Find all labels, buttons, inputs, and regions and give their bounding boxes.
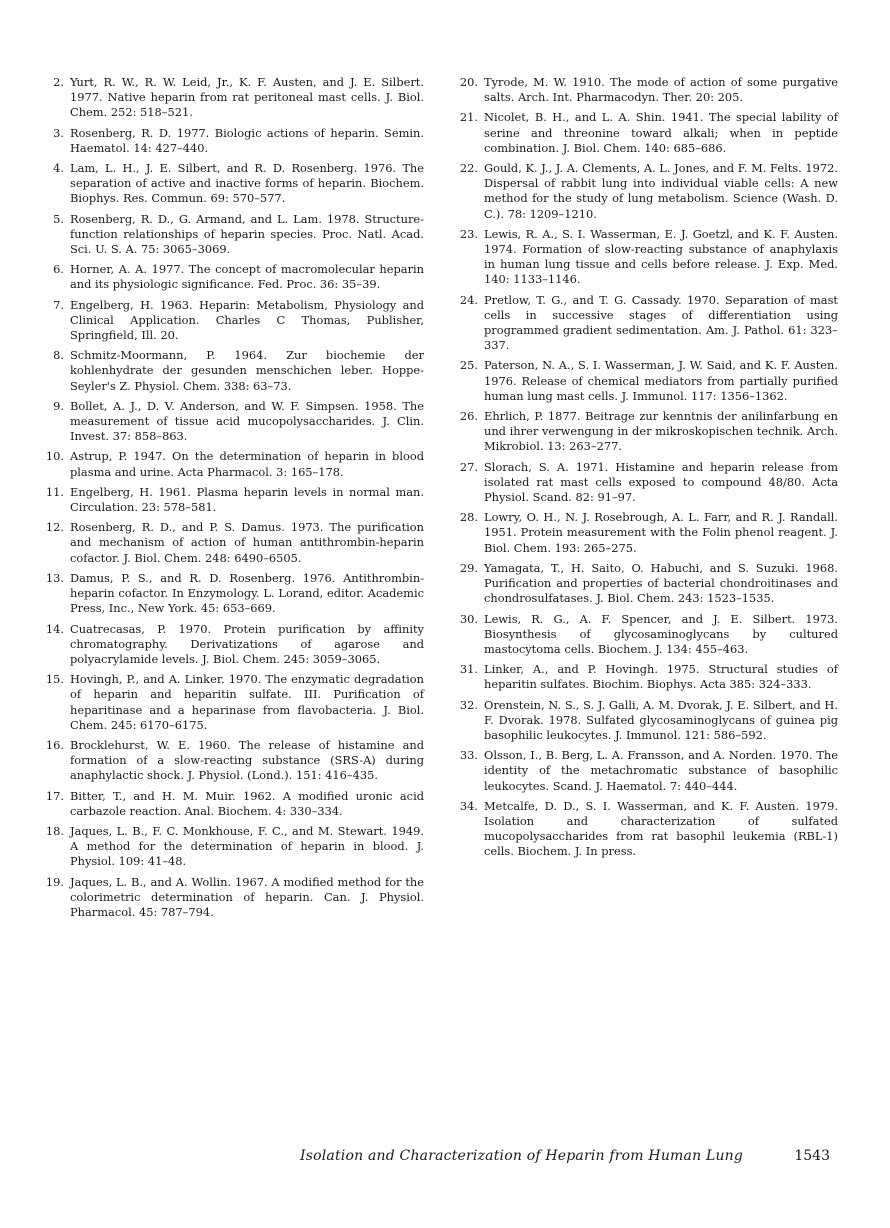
reference-number: 31.	[459, 662, 478, 677]
reference-number: 30.	[459, 611, 478, 626]
page-number: 1543	[794, 1148, 830, 1164]
reference-item	[44, 449, 424, 479]
reference-number: 11.	[45, 484, 64, 499]
reference-item	[458, 748, 838, 794]
reference-item	[44, 75, 424, 121]
reference-text: Bollet, A. J., D. V. Anderson, and W. F. Simpsen. 1958. The measurement of tissue acid mucopolysaccharides. J. Clin. Invest. 37: 858–863.	[70, 398, 424, 444]
reference-number: 19.	[45, 874, 64, 889]
reference-number: 7.	[53, 297, 64, 312]
reference-text: Hovingh, P., and A. Linker. 1970. The enzymatic degradation of heparin and heparitin sulfate. III. Purification of heparitinase and a heparinase from flavobacteria. J. Biol. Chem. 245: 6170–6175.	[70, 672, 424, 732]
reference-item	[44, 875, 424, 921]
reference-text: Metcalfe, D. D., S. I. Wasserman, and K. F. Austen. 1979. Isolation and characterization of sulfated mucopolysaccharides from rat basophil leukemia (RBL-1) cells. Biochem. J. In press.	[484, 798, 838, 859]
reference-item	[458, 110, 838, 156]
reference-text: Lowry, O. H., N. J. Rosebrough, A. L. Farr, and R. J. Randall. 1951. Protein measurement with the Folin phenol reagent. J. Biol. Chem. 193: 265–275.	[484, 510, 838, 555]
reference-number: 21.	[459, 110, 478, 125]
reference-text: Lewis, R. A., S. I. Wasserman, E. J. Goetzl, and K. F. Austen. 1974. Formation of slow-reacting substance of anaphylaxis in human lung tissue and cells before release. J. Exp. Med. 140: 1133–1146.	[484, 226, 838, 287]
reference-item	[458, 510, 838, 556]
reference-item	[44, 485, 424, 515]
reference-item	[458, 612, 838, 658]
reference-item	[458, 799, 838, 860]
reference-text: Tyrode, M. W. 1910. The mode of action of some purgative salts. Arch. Int. Pharmacodyn. Ther. 20: 205.	[484, 75, 838, 105]
reference-text: Engelberg, H. 1961. Plasma heparin levels in normal man. Circulation. 23: 578–581.	[70, 484, 424, 515]
reference-number: 22.	[459, 161, 478, 176]
reference-number: 3.	[53, 125, 64, 140]
reference-item	[44, 824, 424, 870]
reference-item	[44, 348, 424, 394]
reference-number: 8.	[53, 348, 64, 363]
reference-item	[44, 789, 424, 819]
reference-item	[458, 358, 838, 404]
reference-number: 20.	[459, 75, 478, 89]
reference-column-left	[44, 75, 424, 925]
reference-text: Ehrlich, P. 1877. Beitrage zur kenntnis der anilinfarbung en und ihrer verwengung in der mikroskopischen technik. Arch. Mikrobiol. 13: 263–277.	[484, 409, 838, 454]
reference-text: Yamagata, T., H. Saito, O. Habuchi, and S. Suzuki. 1968. Purification and properties of bacterial chondroitinases and chondrosulfatases. J. Biol. Chem. 243: 1523–1535.	[484, 560, 838, 606]
reference-text: Slorach, S. A. 1971. Histamine and heparin release from isolated rat mast cells exposed to compound 48/80. Acta Physiol. Scand. 82: 91–97.	[484, 459, 838, 505]
reference-item	[458, 561, 838, 607]
reference-text: Olsson, I., B. Berg, L. A. Fransson, and A. Norden. 1970. The identity of the metachromatic substance of basophilic leukocytes. Scand. J. Haematol. 7: 440–444.	[484, 748, 838, 793]
reference-text: Cuatrecasas, P. 1970. Protein purification by affinity chromatography. Derivatizations of agarose and polyacrylamide levels. J. Biol. Chem. 245: 3059–3065.	[70, 621, 424, 666]
reference-number: 6.	[53, 262, 64, 277]
reference-text: Rosenberg, R. D. 1977. Biologic actions of heparin. Semin. Haematol. 14: 427–440.	[70, 125, 424, 155]
reference-text: Orenstein, N. S., S. J. Galli, A. M. Dvorak, J. E. Silbert, and H. F. Dvorak. 1978. Sulfated glycosaminoglycans of guinea pig basophilic leukocytes. J. Immunol. 121: 586–592.	[484, 697, 838, 742]
reference-column-right	[458, 75, 838, 865]
reference-text: Linker, A., and P. Hovingh. 1975. Structural studies of heparitin sulfates. Biochim. Biophys. Acta 385: 324–333.	[484, 662, 838, 692]
reference-item	[458, 662, 838, 692]
reference-text: Yurt, R. W., R. W. Leid, Jr., K. F. Austen, and J. E. Silbert. 1977. Native heparin from rat peritoneal mast cells. J. Biol. Chem. 252: 518–521.	[70, 75, 424, 120]
reference-number: 33.	[459, 748, 478, 763]
reference-text: Brocklehurst, W. E. 1960. The release of histamine and formation of a slow-reacting substance (SRS-A) during anaphylactic shock. J. Physiol. (Lond.). 151: 416–435.	[70, 737, 424, 783]
reference-number: 4.	[53, 161, 64, 176]
reference-item	[458, 409, 838, 455]
reference-item	[44, 212, 424, 258]
reference-item	[44, 126, 424, 156]
reference-item	[44, 738, 424, 784]
reference-number: 12.	[45, 520, 64, 535]
reference-text: Damus, P. S., and R. D. Rosenberg. 1976. Antithrombin-heparin cofactor. In Enzymology. L. Lorand, editor. Academic Press, Inc., New York. 45: 653–669.	[70, 570, 424, 616]
reference-text: Paterson, N. A., S. I. Wasserman, J. W. Said, and K. F. Austen. 1976. Release of chemical mediators from partially purified human lung mast cells. J. Immunol. 117: 1356–1362.	[484, 358, 838, 403]
running-title: Isolation and Characterization of Heparin from Human Lung	[300, 1148, 744, 1164]
reference-item	[44, 571, 424, 617]
reference-text: Horner, A. A. 1977. The concept of macromolecular heparin and its physiologic significance. Fed. Proc. 36: 35–39.	[70, 262, 424, 292]
reference-number: 15.	[45, 672, 64, 687]
reference-item	[44, 672, 424, 733]
reference-number: 17.	[45, 788, 64, 803]
reference-number: 2.	[53, 75, 64, 89]
reference-text: Lewis, R. G., A. F. Spencer, and J. E. Silbert. 1973. Biosynthesis of glycosaminoglycans by cultured mastocytoma cells. Biochem. J. 134: 455–463.	[484, 611, 838, 656]
reference-number: 16.	[45, 737, 64, 752]
reference-item	[458, 698, 838, 744]
reference-text: Jaques, L. B., and A. Wollin. 1967. A modified method for the colorimetric determination of heparin. Can. J. Physiol. Pharmacol. 45: 787–794.	[70, 874, 424, 919]
reference-item	[44, 520, 424, 566]
reference-number: 34.	[459, 798, 478, 813]
reference-text: Jaques, L. B., F. C. Monkhouse, F. C., and M. Stewart. 1949. A method for the determination of heparin in blood. J. Physiol. 109: 41–48.	[70, 823, 424, 869]
reference-item	[44, 622, 424, 668]
reference-number: 5.	[53, 211, 64, 226]
reference-item	[44, 298, 424, 344]
reference-text: Engelberg, H. 1963. Heparin: Metabolism, Physiology and Clinical Application. Charles C Thomas, Publisher, Springfield, Ill. 20.	[70, 297, 424, 343]
reference-number: 23.	[459, 226, 478, 241]
reference-number: 29.	[459, 560, 478, 575]
reference-text: Rosenberg, R. D., and P. S. Damus. 1973. The purification and mechanism of action of human antithrombin-heparin cofactor. J. Biol. Chem. 248: 6490–6505.	[70, 520, 424, 565]
reference-number: 24.	[459, 292, 478, 307]
reference-item	[44, 399, 424, 445]
reference-number: 18.	[45, 823, 64, 838]
reference-number: 28.	[459, 510, 478, 525]
reference-number: 25.	[459, 358, 478, 373]
reference-number: 32.	[459, 697, 478, 712]
reference-text: Astrup, P. 1947. On the determination of heparin in blood plasma and urine. Acta Pharmacol. 3: 165–178.	[70, 449, 424, 479]
reference-item	[458, 460, 838, 506]
reference-item	[458, 75, 838, 105]
reference-number: 14.	[45, 621, 64, 636]
reference-number: 26.	[459, 409, 478, 424]
reference-text: Gould, K. J., J. A. Clements, A. L. Jones, and F. M. Felts. 1972. Dispersal of rabbit lung into individual viable cells: A new method for the study of lung metabolism. Science (Wash. D. C.). 78: 1209–1210.	[484, 161, 838, 221]
reference-text: Nicolet, B. H., and L. A. Shin. 1941. The special lability of serine and threonine toward alkali; when in peptide combination. J. Biol. Chem. 140: 685–686.	[484, 110, 838, 155]
reference-text: Pretlow, T. G., and T. G. Cassady. 1970. Separation of mast cells in successive stages of differentiation using programmed gradient sedimentation. Am. J. Pathol. 61: 323–337.	[484, 292, 838, 353]
reference-item	[458, 161, 838, 222]
reference-item	[44, 262, 424, 292]
reference-text: Bitter, T., and H. M. Muir. 1962. A modified uronic acid carbazole reaction. Anal. Biochem. 4: 330–334.	[70, 788, 424, 818]
reference-number: 10.	[45, 449, 64, 464]
reference-text: Lam, L. H., J. E. Silbert, and R. D. Rosenberg. 1976. The separation of active and inactive forms of heparin. Biochem. Biophys. Res. Commun. 69: 570–577.	[70, 161, 424, 206]
reference-number: 9.	[53, 398, 64, 413]
reference-number: 27.	[459, 459, 478, 474]
reference-text: Rosenberg, R. D., G. Armand, and L. Lam. 1978. Structure-function relationships of heparin species. Proc. Natl. Acad. Sci. U. S. A. 75: 3065–3069.	[70, 211, 424, 257]
reference-item	[458, 227, 838, 288]
reference-item	[44, 161, 424, 207]
reference-item	[458, 293, 838, 354]
reference-number: 13.	[45, 570, 64, 585]
reference-text: Schmitz-Moormann, P. 1964. Zur biochemie der kohlenhydrate der gesunden menschichen leber. Hoppe-Seyler's Z. Physiol. Chem. 338: 63–73.	[70, 348, 424, 393]
